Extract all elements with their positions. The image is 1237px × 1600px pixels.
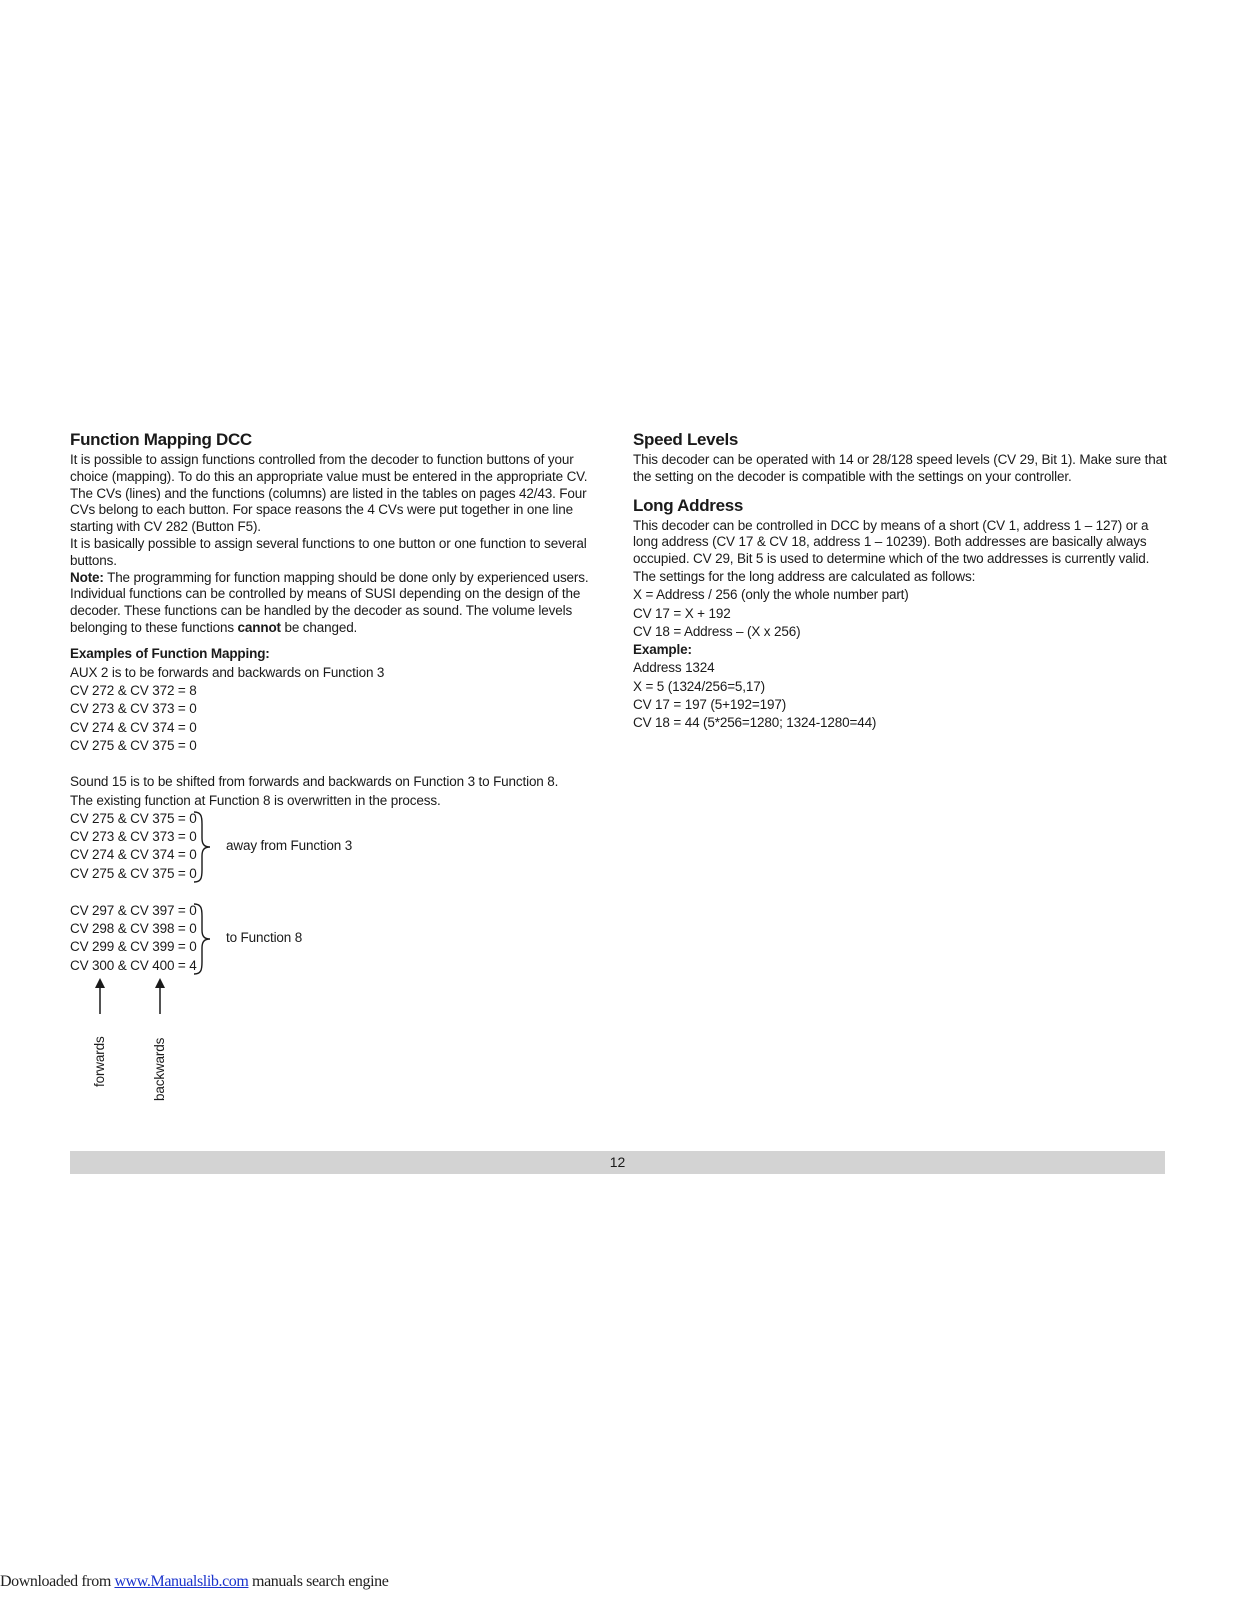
up-arrow-icon [70,976,190,1016]
mapping-paragraph-2: The CVs (lines) and the functions (columns) are listed in the tables on pages 42/43. Four CVs belong to each button. For space reasons the 4 CVs were put together in one line starting with CV 282 (Button F5). [70,485,587,535]
formula-line: CV 17 = X + 192 [633,605,731,621]
to-label: to Function 8 [226,929,303,945]
to-cv-line: CV 299 & CV 399 = 0 [70,939,197,955]
page-number: 12 [609,1154,626,1170]
long-address-text: This decoder can be controlled in DCC by means of a short (CV 1, address 1 – 127) or a long address (CV 17 & CV 18, address 1 – 10239). Both addresses are basically always occupied. CV 29, Bit 5 is used to determine which of the two addresses is currently valid. [633,517,1150,567]
left-column [70,430,590,1101]
to-cv-line: CV 298 & CV 398 = 0 [70,921,197,937]
footer-suffix: manuals search engine [248,1573,389,1590]
direction-arrows [70,976,590,1101]
away-label: away from Function 3 [226,837,353,853]
to-cv-line: CV 297 & CV 397 = 0 [70,902,197,918]
curly-brace-icon [192,810,214,884]
away-cv-line: CV 273 & CV 373 = 0 [70,829,197,845]
mapping-paragraph-1: It is possible to assign functions controlled from the decoder to function buttons of your choice (mapping). To do this an appropriate value must be entered in the appropriate CV. [70,452,588,484]
right-column [633,430,1173,733]
susi-paragraph [70,586,590,636]
example-intro: AUX 2 is to be forwards and backwards on Function 3 [70,664,385,680]
away-cv-line: CV 275 & CV 375 = 0 [70,865,197,881]
to-cv-line: CV 300 & CV 400 = 4 [70,957,197,973]
sound-text-2: The existing function at Function 8 is overwritten in the process. [70,792,441,808]
mapping-note [70,570,590,587]
note-text: The programming for function mapping should be done only by experienced users. [103,569,589,585]
example-cv-line: CV 274 & CV 374 = 0 [70,719,197,735]
function-mapping-heading: Function Mapping DCC [70,430,252,449]
sound-text-1: Sound 15 is to be shifted from forwards and backwards on Function 3 to Function 8. [70,774,559,790]
susi-text-bold: cannot [237,619,281,635]
download-footer [0,1573,388,1591]
footer-prefix: Downloaded from [0,1573,115,1590]
speed-levels-text: This decoder can be operated with 14 or 28/128 speed levels (CV 29, Bit 1). Make sure that the setting on the decoder is compatible with the settings on your controller. [633,452,1167,484]
formula-line: CV 18 = Address – (X x 256) [633,623,801,639]
note-label: Note: [70,569,104,585]
example-line: X = 5 (1324/256=5,17) [633,678,765,694]
backwards-label: backwards [152,1037,167,1101]
page-number-bar [70,1151,1165,1174]
example-line: Address 1324 [633,660,715,676]
example-line: CV 18 = 44 (5*256=1280; 1324-1280=44) [633,715,877,731]
speed-levels-heading: Speed Levels [633,430,739,449]
susi-text-start: Individual functions can be controlled by means of SUSI depending on the design of the decoder. These functions can be handled by the decoder as sound. The volume levels belonging to these functions [70,586,581,635]
curly-brace-icon [192,902,214,976]
away-cv-line: CV 274 & CV 374 = 0 [70,847,197,863]
long-address-heading: Long Address [633,495,744,515]
mapping-paragraph-3: It is basically possible to assign several functions to one button or one function to several buttons. [70,535,587,568]
away-cv-line: CV 275 & CV 375 = 0 [70,810,197,826]
away-group [70,810,590,884]
example-cv-line: CV 275 & CV 375 = 0 [70,737,197,753]
manualslib-link[interactable]: www.Manualslib.com [114,1573,249,1590]
forwards-label: forwards [92,1036,107,1087]
calc-intro: The settings for the long address are calculated as follows: [633,568,976,584]
formula-line: X = Address / 256 (only the whole number part) [633,587,909,603]
susi-text-end: be changed. [280,619,358,635]
example-line: CV 17 = 197 (5+192=197) [633,697,787,713]
example-label: Example: [633,642,692,658]
to-group [70,902,590,976]
example-cv-line: CV 273 & CV 373 = 0 [70,701,197,717]
examples-heading: Examples of Function Mapping: [70,645,270,661]
example-cv-line: CV 272 & CV 372 = 8 [70,683,197,699]
